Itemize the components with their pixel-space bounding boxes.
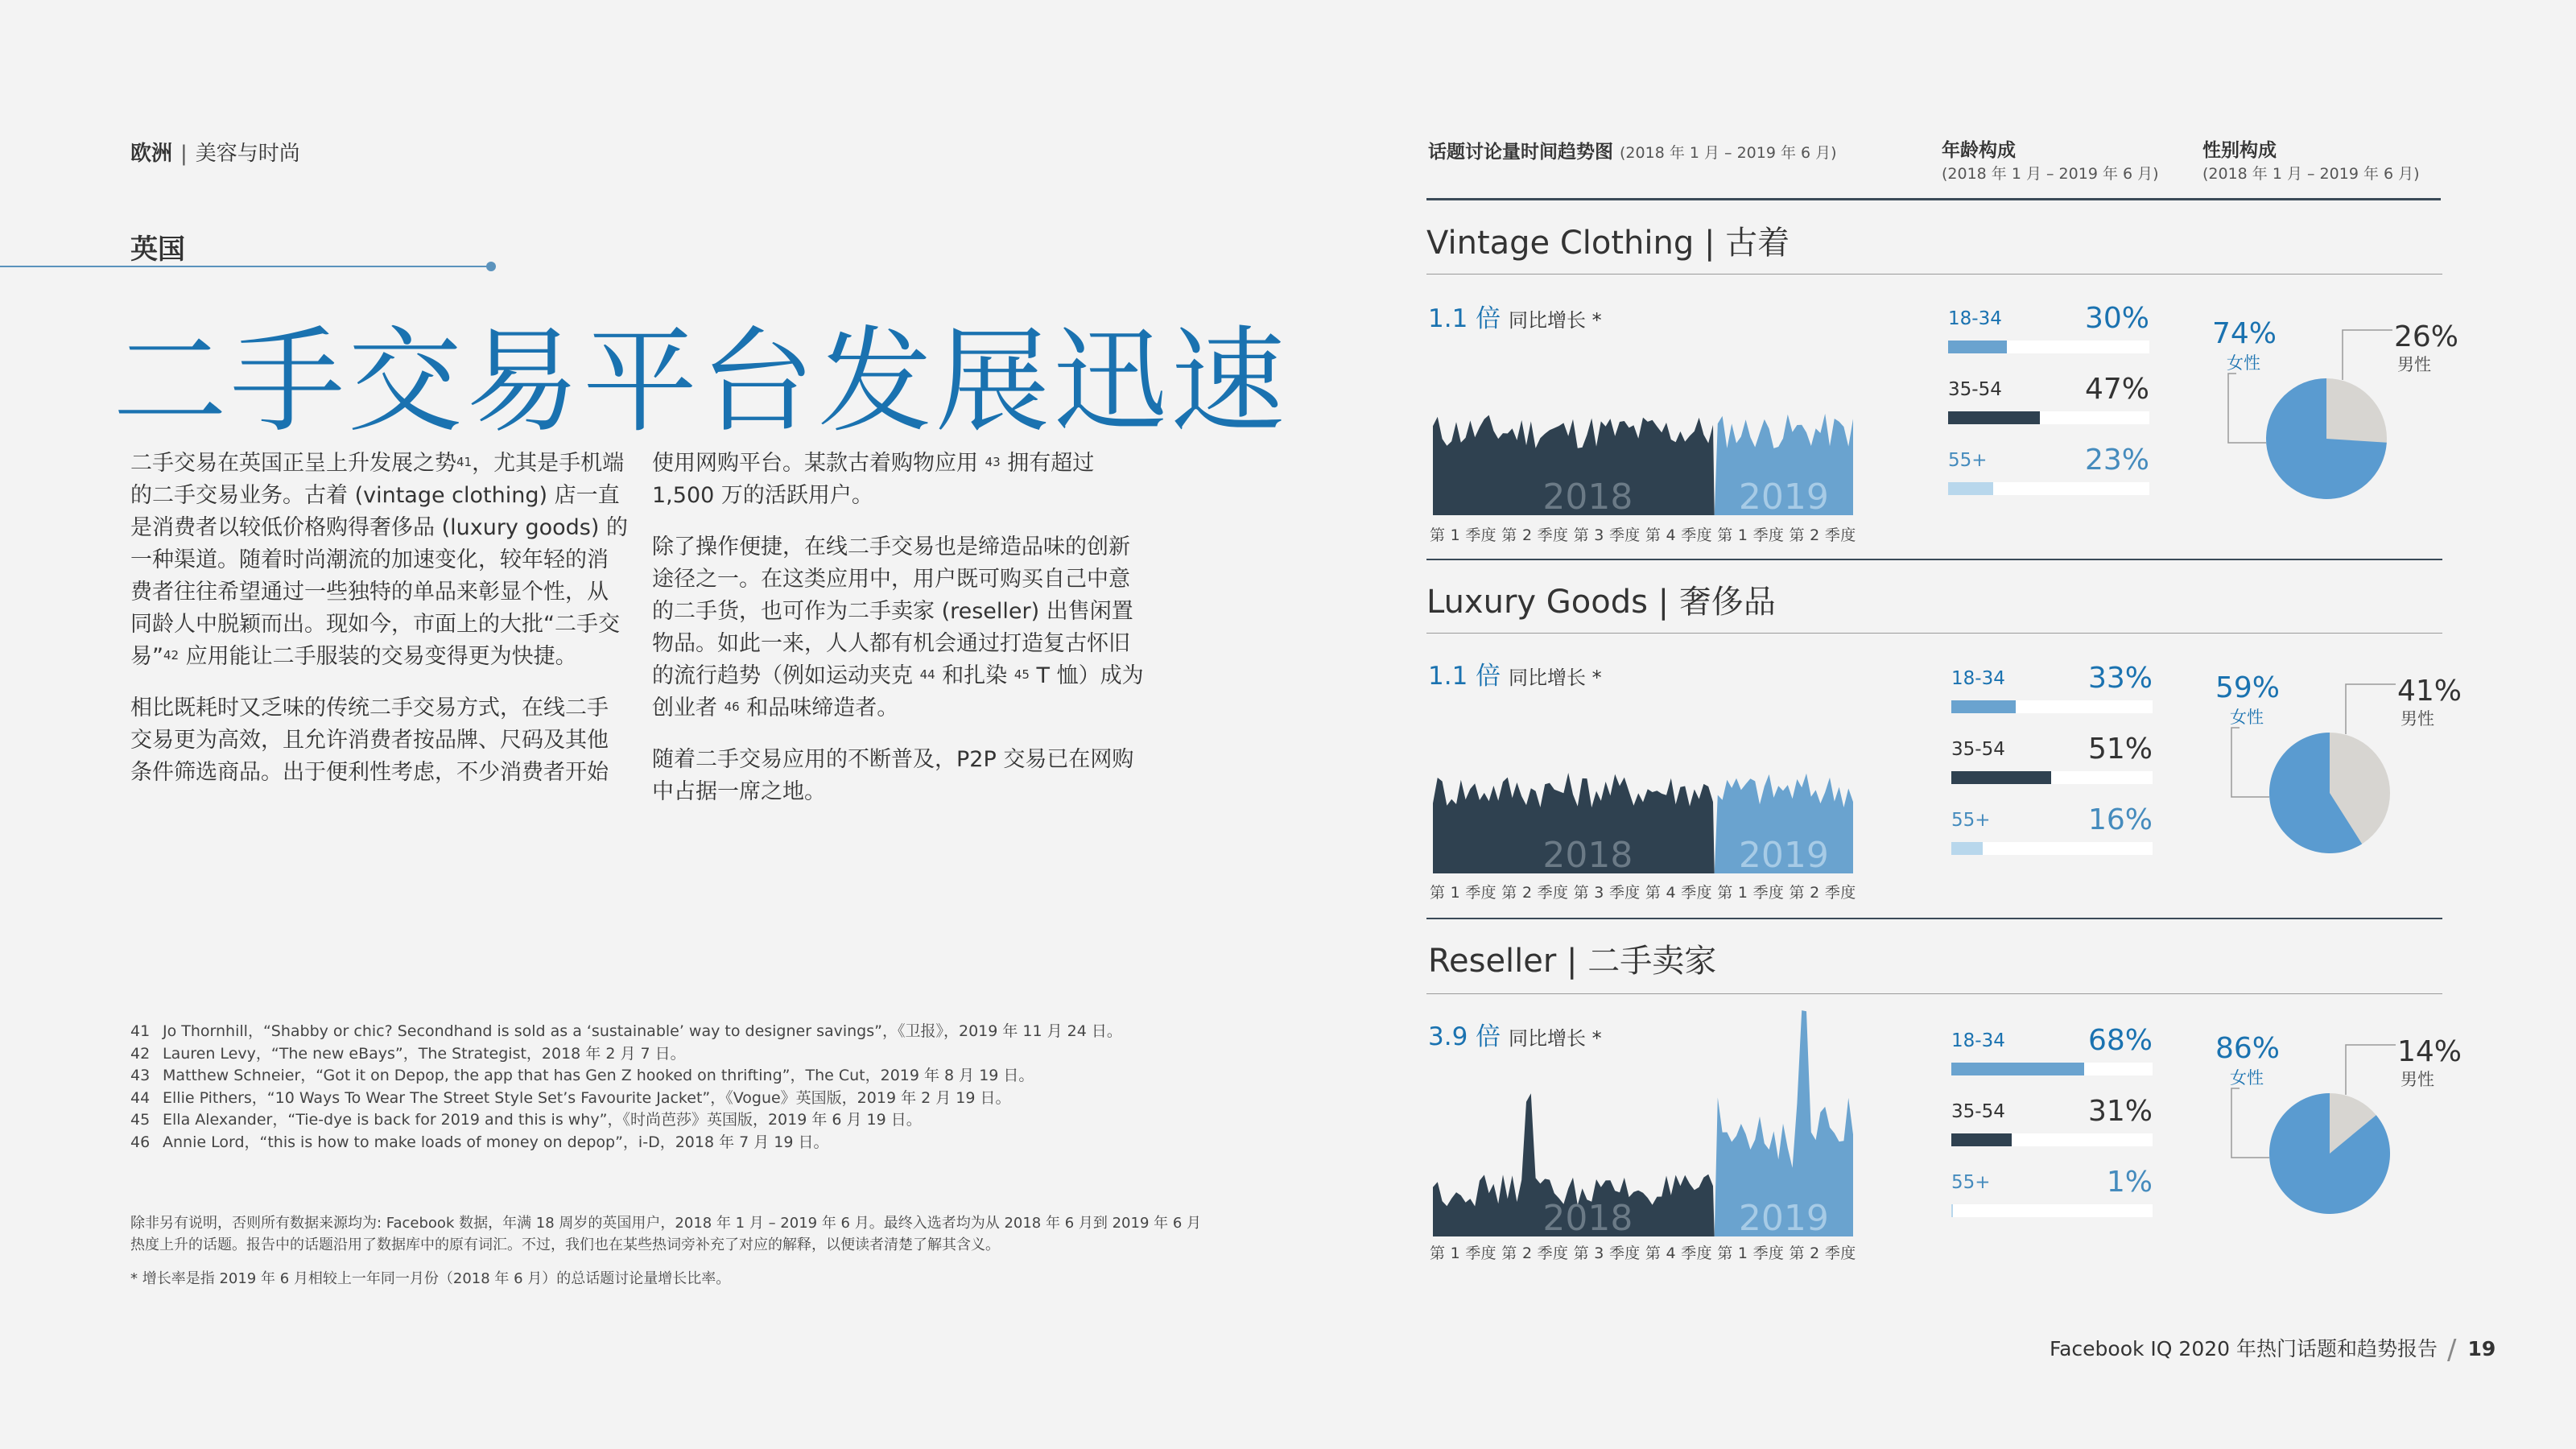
footnote-text: Matthew Schneier，“Got it on Depop, the app that has Gen Z hooked on thrifting”，The Cut，2019 年 8 月 19 日。 — [163, 1067, 1034, 1084]
age-bar-fill — [1948, 341, 2007, 353]
age-percent: 31% — [2087, 1095, 2153, 1128]
year-label-2018: 2018 — [1542, 835, 1633, 876]
age-row-18-34 — [1951, 1024, 2153, 1080]
footnote-number: 41 — [130, 1022, 151, 1040]
growth-label: 同比增长 * — [1509, 667, 1602, 689]
age-label: 18-34 — [1951, 1030, 2005, 1051]
trend-column-title: 话题讨论量时间趋势图 — [1428, 142, 1613, 163]
male-percent: 41% — [2397, 675, 2462, 708]
gender-column-header — [2202, 135, 2420, 184]
header-rule — [1426, 198, 2441, 200]
age-label: 55+ — [1951, 810, 1991, 831]
body-paragraph — [652, 531, 1145, 724]
footnote-item — [130, 1132, 1177, 1154]
topic-rule — [1426, 274, 2442, 275]
growth-value: 3.9 倍 — [1428, 1022, 1501, 1051]
breadcrumb-region: 欧洲 — [130, 142, 173, 166]
footnote-text: Annie Lord，“this is how to make loads of money on depop”，i-D，2018 年 7 月 19 日。 — [163, 1133, 829, 1151]
age-label: 18-34 — [1948, 308, 2002, 329]
section-breadcrumb — [130, 137, 300, 167]
footnote-number: 42 — [130, 1044, 151, 1063]
quarter-labels: 第 1 季度 第 2 季度 第 3 季度 第 4 季度 第 1 季度 第 2 季度 — [1430, 884, 1856, 902]
body-text: T 恤）成为创业者 — [652, 663, 1144, 720]
gender-column-title: 性别构成 — [2202, 140, 2277, 161]
topic-title-vintage: Vintage Clothing | 古着 — [1426, 225, 1790, 262]
body-text: 应用能让二手服装的交易变得更为快捷。 — [179, 644, 577, 669]
body-column-2 — [652, 448, 1145, 828]
age-percent: 16% — [2087, 803, 2153, 836]
gender-column-range: (2018 年 1 月 – 2019 年 6 月) — [2202, 165, 2420, 183]
male-leader-line — [2346, 684, 2396, 734]
age-row-55+ — [1948, 444, 2149, 500]
trend-chart-reseller — [1433, 1006, 1853, 1239]
male-percent: 26% — [2394, 320, 2459, 353]
footnote-number: 43 — [130, 1067, 151, 1084]
body-paragraph — [130, 448, 630, 673]
footnote-item — [130, 1065, 1177, 1088]
growth-indicator — [1428, 655, 1602, 691]
footnote-item — [130, 1088, 1177, 1110]
topic-title-reseller: Reseller | 二手卖家 — [1428, 943, 1717, 980]
footnote-ref[interactable]: 43 — [985, 455, 1001, 469]
age-bar-fill — [1951, 1204, 1953, 1217]
page-number: 19 — [2467, 1337, 2496, 1360]
age-bar-track — [1948, 482, 2149, 495]
breadcrumb-separator: | — [180, 142, 188, 166]
footnote-text: Lauren Levy，“The new eBays”，The Strategist，2018 年 2 月 7 日。 — [163, 1044, 686, 1063]
growth-indicator — [1428, 298, 1602, 334]
country-underline-dot — [486, 262, 496, 271]
female-label: 女性 — [2227, 353, 2260, 373]
report-title: Facebook IQ 2020 年热门话题和趋势报告 — [2050, 1337, 2438, 1360]
gender-breakdown-luxury — [2209, 671, 2462, 869]
male-label: 男性 — [2401, 1070, 2434, 1089]
male-leader-line — [2343, 330, 2392, 380]
footnote-ref[interactable]: 46 — [724, 700, 740, 714]
age-percent: 51% — [2087, 733, 2153, 766]
age-row-55+ — [1951, 803, 2153, 860]
topic-rule — [1426, 993, 2442, 994]
body-text: 除了操作便捷，在线二手交易也是缔造品味的创新途径之一。在这类应用中，用户既可购买自己中意的二手货，也可作为二手卖家 (reseller) 出售闲置物品。如此一来，人人都有机会通过打造复古怀旧的流行趋势（例如运动夹克 — [652, 535, 1133, 688]
footnote-number: 46 — [130, 1133, 151, 1151]
growth-label: 同比增长 * — [1509, 1027, 1602, 1050]
age-label: 55+ — [1951, 1172, 1991, 1193]
age-bar-track — [1948, 411, 2149, 424]
year-label-2019: 2019 — [1738, 477, 1829, 518]
year-label-2019: 2019 — [1738, 835, 1829, 876]
footnotes — [130, 1021, 1177, 1154]
body-text: 和品味缔造者。 — [739, 696, 899, 720]
age-percent: 30% — [2084, 302, 2149, 335]
body-text: 使用网购平台。某款古着购物应用 — [652, 451, 985, 476]
footnote-number: 45 — [130, 1111, 151, 1129]
page-footer — [2050, 1333, 2496, 1366]
year-label-2019: 2019 — [1738, 1198, 1829, 1239]
age-bar-track — [1951, 771, 2153, 784]
female-leader-line — [2231, 1088, 2269, 1158]
quarter-labels: 第 1 季度 第 2 季度 第 3 季度 第 4 季度 第 1 季度 第 2 季度 — [1430, 526, 1856, 544]
age-bar-track — [1948, 341, 2149, 353]
age-bar-fill — [1951, 1133, 2012, 1146]
body-text: 和扎染 — [935, 663, 1014, 688]
female-leader-line — [2228, 374, 2266, 443]
body-text: 相比既耗时又乏味的传统二手交易方式，在线二手交易更为高效，且允许消费者按品牌、尺码及其他条件筛选商品。出于便利性考虑，不少消费者开始 — [130, 696, 609, 785]
age-percent: 68% — [2087, 1024, 2153, 1057]
female-label: 女性 — [2230, 1068, 2264, 1088]
male-percent: 14% — [2397, 1035, 2462, 1068]
gender-breakdown-reseller — [2209, 1032, 2462, 1230]
age-label: 18-34 — [1951, 668, 2005, 689]
methodology-note: 除非另有说明，否则所有数据来源均为: Facebook 数据，年满 18 周岁的英国用户，2018 年 1 月 – 2019 年 6 月。最终入选者均为从 2018 年 6 月到 2019 年 6 月热度上升的话题。报告中的话题沿用了数据库中的原有词汇。不过，我们也在某些热词旁补充了对应的解释，以便读者清楚了解其含义。 — [130, 1215, 1202, 1253]
age-bar-track — [1951, 700, 2153, 713]
body-paragraph — [652, 744, 1145, 808]
male-label: 男性 — [2397, 355, 2431, 374]
body-column-1 — [130, 448, 630, 808]
growth-label: 同比增长 * — [1509, 309, 1602, 332]
body-text: 二手交易在英国正呈上升发展之势 — [130, 451, 456, 476]
male-leader-line — [2346, 1045, 2396, 1095]
page-headline: 二手交易平台发展迅速 — [113, 316, 1288, 448]
footer-separator: / — [2446, 1334, 2457, 1366]
age-bar-fill — [1951, 1063, 2084, 1075]
body-paragraph — [652, 448, 1145, 512]
age-bar-fill — [1948, 411, 2040, 424]
age-column-title: 年龄构成 — [1942, 140, 2016, 161]
age-bar-fill — [1951, 700, 2016, 713]
topic-rule — [1426, 633, 2442, 634]
growth-value: 1.1 倍 — [1428, 662, 1501, 691]
age-bar-track — [1951, 1063, 2153, 1075]
quarter-labels: 第 1 季度 第 2 季度 第 3 季度 第 4 季度 第 1 季度 第 2 季度 — [1430, 1245, 1856, 1262]
footnote-ref[interactable]: 45 — [1013, 667, 1030, 682]
country-title: 英国 — [130, 233, 185, 266]
female-percent: 74% — [2212, 317, 2277, 350]
age-label: 35-54 — [1951, 739, 2005, 760]
body-text: 拥有超过 1,500 万的活跃用户。 — [652, 451, 1095, 508]
age-bar-fill — [1951, 771, 2051, 784]
age-row-55+ — [1951, 1166, 2153, 1222]
age-bar-track — [1951, 1204, 2153, 1217]
age-percent: 33% — [2087, 662, 2153, 695]
footnote-number: 44 — [130, 1088, 151, 1107]
footnote-text: Ellie Pithers，“10 Ways To Wear The Street Style Set’s Favourite Jacket”，《Vogue》英国版，2019 年 2 月 19 日。 — [163, 1088, 1011, 1107]
age-row-35-54 — [1951, 1095, 2153, 1151]
footnote-item — [130, 1109, 1177, 1132]
age-percent: 23% — [2084, 444, 2149, 477]
age-column-header — [1942, 135, 2159, 184]
year-label-2018: 2018 — [1542, 1198, 1633, 1239]
footnote-text: Ella Alexander，“Tie-dye is back for 2019 and this is why”，《时尚芭莎》英国版，2019 年 6 月 19 日。 — [163, 1111, 922, 1129]
section-divider — [1426, 559, 2442, 560]
female-label: 女性 — [2230, 708, 2264, 727]
growth-rate-note: * 增长率是指 2019 年 6 月相较上一年同一月份（2018 年 6 月）的总话题讨论量增长比率。 — [130, 1270, 731, 1287]
footnote-item — [130, 1021, 1177, 1043]
age-percent: 1% — [2106, 1166, 2153, 1199]
age-row-35-54 — [1951, 733, 2153, 789]
age-label: 55+ — [1948, 450, 1988, 471]
gender-breakdown-vintage — [2206, 317, 2459, 515]
trend-chart-vintage — [1433, 386, 1853, 518]
trend-chart-luxury — [1433, 745, 1853, 876]
body-text: ，尤其是手机端的二手交易业务。古着 (vintage clothing) 店一直是消费者以较低价格购得奢侈品 (luxury goods) 的一种渠道。随着时尚潮流的加速变化，较年轻的消费者往往希望通过一些独特的单品来彰显个性，从同龄人中脱颖而出。现如今，市面上的大批“二手交易” — [130, 451, 628, 669]
age-column-range: (2018 年 1 月 – 2019 年 6 月) — [1942, 165, 2159, 183]
breadcrumb-category: 美容与时尚 — [195, 142, 300, 166]
age-row-18-34 — [1951, 662, 2153, 718]
body-paragraph — [130, 692, 630, 789]
footnote-ref[interactable]: 44 — [919, 667, 935, 682]
footnote-item — [130, 1043, 1177, 1066]
age-row-18-34 — [1948, 302, 2149, 358]
female-percent: 59% — [2215, 671, 2281, 704]
age-label: 35-54 — [1948, 379, 2002, 400]
footnote-ref[interactable]: 41 — [456, 455, 473, 469]
growth-value: 1.1 倍 — [1428, 304, 1501, 333]
country-underline — [0, 266, 493, 267]
age-label: 35-54 — [1951, 1101, 2005, 1122]
section-divider — [1426, 918, 2442, 919]
female-percent: 86% — [2215, 1032, 2281, 1065]
female-leader-line — [2231, 728, 2269, 797]
year-label-2018: 2018 — [1542, 477, 1633, 518]
footnote-text: Jo Thornhill，“Shabby or chic? Secondhand is sold as a ‘sustainable’ way to designer savings”，《卫报》，2019 年 11 月 24 日。 — [163, 1022, 1122, 1040]
male-label: 男性 — [2401, 709, 2434, 729]
footnote-ref[interactable]: 42 — [163, 648, 180, 663]
topic-title-luxury: Luxury Goods | 奢侈品 — [1426, 584, 1776, 621]
age-percent: 47% — [2084, 373, 2149, 406]
age-bar-track — [1951, 842, 2153, 855]
age-bar-track — [1951, 1133, 2153, 1146]
trend-column-range: (2018 年 1 月 – 2019 年 6 月) — [1620, 144, 1837, 162]
trend-column-header — [1428, 137, 1837, 163]
age-row-35-54 — [1948, 373, 2149, 429]
body-text: 随着二手交易应用的不断普及，P2P 交易已在网购中占据一席之地。 — [652, 747, 1134, 804]
age-bar-fill — [1948, 482, 1993, 495]
age-bar-fill — [1951, 842, 1983, 855]
